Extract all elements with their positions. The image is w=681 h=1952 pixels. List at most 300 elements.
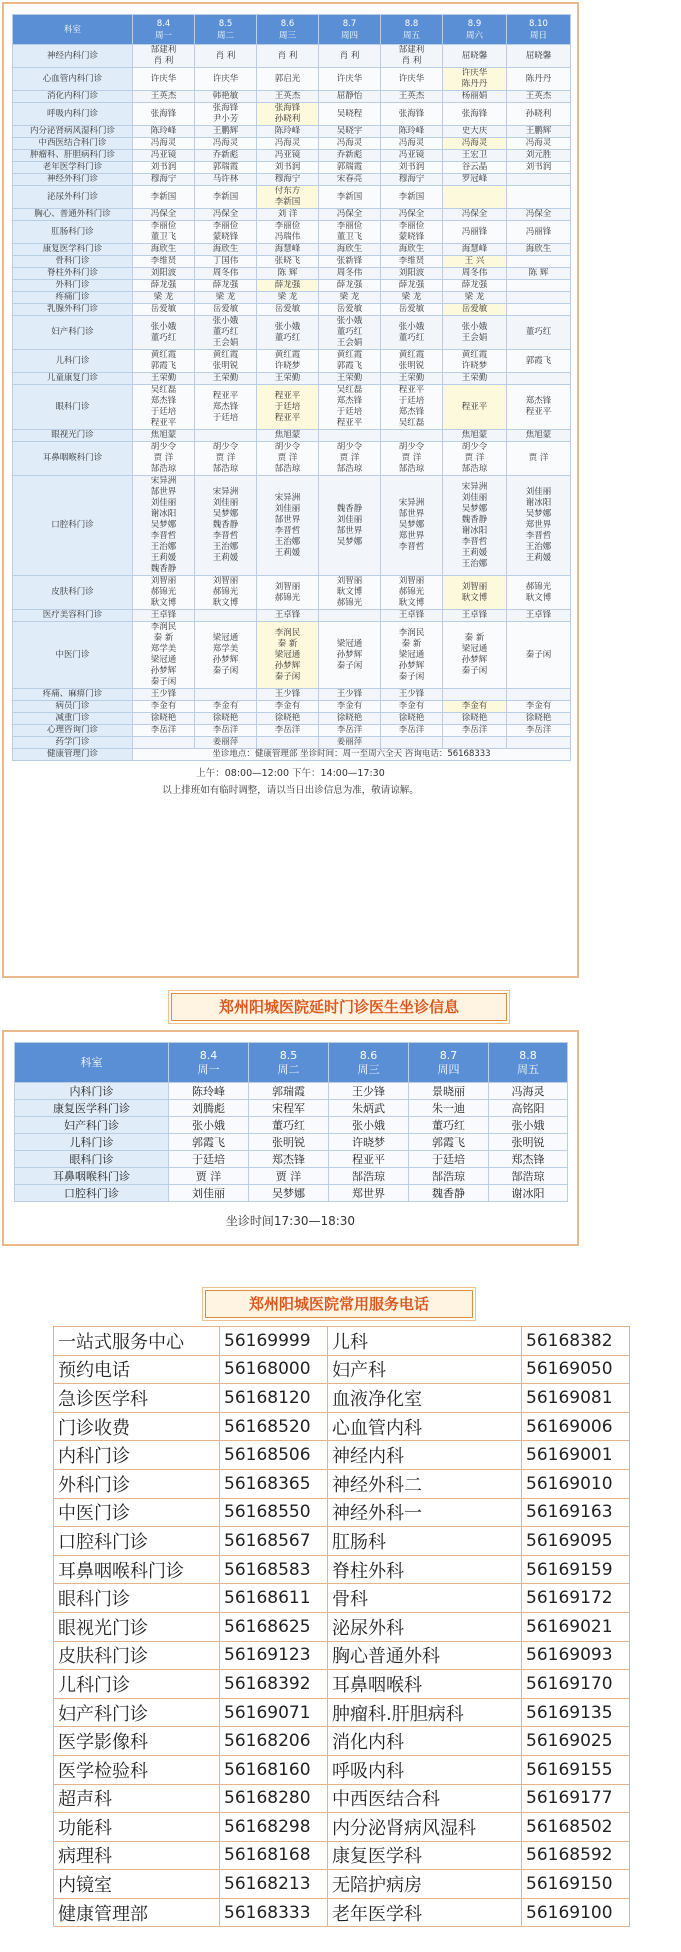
- doctor-name: 于廷培: [398, 396, 425, 406]
- doctor-name: 冯海灵: [150, 138, 177, 148]
- schedule-row: [13, 209, 571, 221]
- evening-row: [15, 1168, 568, 1185]
- doctor-cell: [381, 45, 443, 68]
- doctor-name: 李新国: [212, 191, 239, 202]
- doctor-name: 张明锐: [398, 361, 425, 371]
- day-weekday: 周三: [357, 1062, 380, 1076]
- doctor-name: 贾 洋: [339, 453, 360, 463]
- doctor-name: 陈玲峰: [274, 126, 301, 136]
- doctor-name: 李晋哲: [212, 531, 239, 541]
- doctor-name: 郜浩琼: [398, 464, 425, 474]
- doctor-cell: [133, 162, 195, 174]
- doctor-cell: [257, 476, 319, 576]
- doctor-cell: 程亚平: [329, 1151, 409, 1168]
- doctor-cell: [319, 244, 381, 256]
- dept-name: 眼视光门诊: [13, 430, 133, 442]
- doctor-cell: [319, 725, 381, 737]
- doctor-name: 郝锦光: [274, 592, 301, 603]
- doctor-cell: [257, 701, 319, 713]
- phone-number: 56168168: [220, 1841, 328, 1870]
- doctor-name: 尹小芳: [212, 114, 239, 124]
- doctor-cell: 陈玲峰: [169, 1083, 249, 1100]
- doctor-cell: [195, 162, 257, 174]
- doctor-name: 董巧红: [150, 332, 177, 343]
- doctor-name: 杨丽娟: [461, 91, 488, 101]
- doctor-cell: [319, 442, 381, 476]
- doctor-cell: [381, 162, 443, 174]
- dept-name: 妇产科门诊: [13, 316, 133, 350]
- doctor-cell: [257, 138, 319, 150]
- doctor-name: 海欣生: [336, 244, 363, 254]
- dept-name: 儿科门诊: [13, 350, 133, 373]
- doctor-cell: [443, 476, 507, 576]
- doctor-name: 宋异洲: [212, 487, 239, 497]
- doctor-cell: [507, 186, 571, 209]
- doctor-cell: [133, 350, 195, 373]
- doctor-name: 郜浩琼: [461, 464, 488, 474]
- doctor-cell: [257, 91, 319, 103]
- doctor-name: 李岳洋: [398, 725, 425, 735]
- doctor-name: 郑杰锋: [336, 396, 363, 406]
- doctor-name: 屈晓馨: [525, 50, 552, 61]
- schedule-row: [13, 725, 571, 737]
- doctor-name: 焦旭蒙: [525, 430, 552, 440]
- doctor-cell: 郑世界: [329, 1185, 409, 1202]
- phone-row: [54, 1498, 630, 1527]
- service-name: 预约电话: [54, 1355, 220, 1384]
- phone-row: [54, 1441, 630, 1470]
- doctor-name: 张小娥: [336, 316, 363, 326]
- doctor-name: 冯海灵: [461, 138, 488, 148]
- service-name: 急诊医学科: [54, 1384, 220, 1413]
- doctor-name: 李晋哲: [150, 531, 177, 541]
- doctor-name: 刘智丽: [274, 581, 301, 592]
- doctor-name: 李新国: [336, 191, 363, 202]
- doctor-name: 于廷培: [336, 407, 363, 417]
- doctor-cell: [507, 280, 571, 292]
- doctor-name: 刘阳波: [398, 268, 425, 278]
- schedule-row: [13, 268, 571, 280]
- phone-number: 56168625: [220, 1612, 328, 1641]
- doctor-name: 宋异洲: [398, 498, 425, 508]
- doctor-name: 秦 新: [464, 633, 485, 643]
- doctor-name: 岳爱敏: [150, 304, 177, 314]
- column-header-day: [249, 1043, 329, 1083]
- doctor-name: 肖 利: [215, 50, 236, 61]
- doctor-cell: [257, 725, 319, 737]
- phone-number: 56169021: [522, 1612, 630, 1641]
- doctor-cell: [443, 280, 507, 292]
- phone-row: [54, 1327, 630, 1356]
- doctor-name: 冯保全: [336, 209, 363, 219]
- evening-row: [15, 1117, 568, 1134]
- doctor-cell: [257, 186, 319, 209]
- doctor-cell: 冯海灵: [489, 1083, 568, 1100]
- phone-number: 56169150: [522, 1870, 630, 1899]
- doctor-name: 程亚平: [274, 412, 301, 423]
- doctor-cell: [443, 186, 507, 209]
- doctor-cell: [195, 316, 257, 350]
- doctor-cell: [507, 622, 571, 689]
- doctor-cell: 郜浩琼: [409, 1168, 489, 1185]
- phone-number: 56168333: [220, 1898, 328, 1927]
- doctor-name: 王治娜: [274, 536, 301, 547]
- service-name: 泌尿外科: [328, 1612, 522, 1641]
- phone-row: [54, 1355, 630, 1384]
- evening-row: [15, 1100, 568, 1117]
- doctor-name: 王荣勤: [212, 373, 239, 383]
- doctor-name: 冯保全: [461, 209, 488, 219]
- doctor-name: 薛龙强: [336, 280, 363, 290]
- doctor-name: 贾 洋: [277, 453, 298, 463]
- doctor-cell: [195, 268, 257, 280]
- dept-name: 胸心、普通外科门诊: [13, 209, 133, 221]
- doctor-cell: [443, 174, 507, 186]
- doctor-name: 李维贤: [398, 256, 425, 266]
- doctor-cell: [257, 442, 319, 476]
- weekly-schedule-table: [12, 14, 571, 761]
- schedule-row: [13, 162, 571, 174]
- doctor-name: 李维贤: [150, 256, 177, 266]
- doctor-cell: [195, 150, 257, 162]
- schedule-row: [13, 126, 571, 138]
- doctor-name: 郜建利: [150, 45, 177, 55]
- doctor-cell: 贾 洋: [249, 1168, 329, 1185]
- doctor-name: 郝锦光: [212, 587, 239, 597]
- health-mgmt-info: 坐诊地点：健康管理部 坐诊时间：周一至周六全天 咨询电话：56168333: [133, 749, 571, 761]
- doctor-cell: 董巧红: [249, 1117, 329, 1134]
- doctor-cell: [257, 350, 319, 373]
- phone-number: 56169163: [522, 1498, 630, 1527]
- doctor-cell: [133, 292, 195, 304]
- doctor-cell: 郭瑞霞: [249, 1083, 329, 1100]
- doctor-cell: 高铭阳: [489, 1100, 568, 1117]
- doctor-cell: [507, 244, 571, 256]
- doctor-name: 李金有: [150, 701, 177, 711]
- clinic-hours-note: 上午：08:00—12:00 下午：14:00—17:30: [196, 768, 385, 779]
- doctor-name: 郜世界: [336, 525, 363, 536]
- doctor-cell: [443, 373, 507, 385]
- dept-name: 心血管内科门诊: [13, 68, 133, 91]
- phone-number: 56169001: [522, 1441, 630, 1470]
- doctor-name: 陈 辉: [277, 268, 298, 278]
- doctor-name: 肖 利: [277, 50, 298, 61]
- dept-name: 眼科门诊: [15, 1151, 169, 1168]
- schedule-row: [13, 430, 571, 442]
- doctor-name: 黄红霞: [461, 350, 488, 360]
- doctor-name: 徐晓艳: [398, 713, 425, 723]
- day-weekday: 周四: [437, 1062, 460, 1076]
- doctor-name: 张海锋: [274, 103, 301, 113]
- doctor-name: 张晓飞: [274, 256, 301, 266]
- doctor-name: 王莉媛: [274, 547, 301, 558]
- doctor-cell: [319, 737, 381, 749]
- doctor-cell: [257, 385, 319, 430]
- phone-row: [54, 1870, 630, 1899]
- doctor-cell: [443, 385, 507, 430]
- doctor-cell: [195, 256, 257, 268]
- doctor-cell: [443, 91, 507, 103]
- doctor-cell: [133, 737, 195, 749]
- doctor-name: 董巧红: [398, 332, 425, 343]
- doctor-name: 魏香静: [150, 564, 177, 574]
- phone-number: 56168206: [220, 1727, 328, 1756]
- phone-number: 56169170: [522, 1670, 630, 1699]
- doctor-name: 刘书润: [525, 162, 552, 172]
- doctor-name: 陈丹丹: [461, 79, 488, 89]
- doctor-cell: [319, 701, 381, 713]
- doctor-cell: [257, 610, 319, 622]
- doctor-cell: [195, 292, 257, 304]
- doctor-cell: [319, 292, 381, 304]
- doctor-name: 徐晓艳: [274, 713, 301, 723]
- doctor-name: 董卫飞: [336, 232, 363, 242]
- doctor-name: 王卓锋: [274, 610, 301, 620]
- phone-number: 56169093: [522, 1641, 630, 1670]
- doctor-cell: 郜浩琼: [329, 1168, 409, 1185]
- phone-row: [54, 1469, 630, 1498]
- dept-name: 口腔科门诊: [13, 476, 133, 576]
- doctor-cell: [257, 150, 319, 162]
- doctor-name: 刘佳丽: [525, 487, 552, 497]
- doctor-cell: [507, 713, 571, 725]
- doctor-name: 徐晓艳: [212, 713, 239, 723]
- doctor-name: 王莉媛: [212, 553, 239, 563]
- doctor-name: 郝锦光: [336, 598, 363, 608]
- doctor-cell: [257, 256, 319, 268]
- doctor-cell: [195, 373, 257, 385]
- dept-name: 肛肠科门诊: [13, 221, 133, 244]
- doctor-name: 薛龙强: [212, 280, 239, 290]
- doctor-name: 谢冰阳: [150, 509, 177, 519]
- doctor-name: 冯海灵: [212, 138, 239, 148]
- doctor-name: 王会娟: [212, 338, 239, 348]
- doctor-cell: [319, 174, 381, 186]
- phone-number: 56169006: [522, 1412, 630, 1441]
- doctor-cell: [507, 103, 571, 126]
- doctor-cell: [507, 316, 571, 350]
- doctor-cell: [195, 622, 257, 689]
- doctor-cell: [319, 385, 381, 430]
- doctor-cell: [319, 304, 381, 316]
- doctor-name: 耿文博: [212, 598, 239, 608]
- doctor-name: 李金有: [336, 701, 363, 711]
- doctor-cell: [381, 476, 443, 576]
- schedule-row: [13, 280, 571, 292]
- doctor-name: 吴梦娜: [461, 503, 488, 514]
- phone-number: 56169050: [522, 1355, 630, 1384]
- doctor-name: 李润民: [150, 622, 177, 632]
- schedule-row: [13, 91, 571, 103]
- day-weekday: 周五: [517, 1062, 539, 1076]
- doctor-name: 刘书润: [150, 162, 177, 172]
- doctor-cell: 于廷培: [409, 1151, 489, 1168]
- doctor-name: 吴红磊: [398, 418, 425, 428]
- dept-name: 疼痛门诊: [13, 292, 133, 304]
- doctor-name: 海慧峰: [461, 244, 488, 254]
- doctor-name: 王治娜: [525, 542, 552, 552]
- doctor-cell: [507, 689, 571, 701]
- doctor-cell: [195, 221, 257, 244]
- column-header-day: [489, 1043, 568, 1083]
- doctor-name: 陈玲峰: [150, 126, 177, 136]
- column-header-day: [443, 15, 507, 45]
- doctor-name: 梁 龙: [464, 292, 485, 302]
- day-weekday: 周二: [216, 30, 234, 41]
- doctor-cell: [319, 103, 381, 126]
- doctor-cell: [381, 186, 443, 209]
- doctor-name: 孙梦辉: [150, 666, 177, 676]
- doctor-name: 薛龙强: [398, 280, 425, 290]
- doctor-name: 李晋哲: [274, 525, 301, 536]
- doctor-name: 王卓锋: [150, 610, 177, 620]
- doctor-name: 姜丽萍: [336, 737, 363, 747]
- doctor-cell: [133, 430, 195, 442]
- phone-number: 56168298: [220, 1813, 328, 1842]
- schedule-row: [13, 713, 571, 725]
- doctor-cell: 郜浩琼: [489, 1168, 568, 1185]
- evening-clinic-title: 郑州阳城医院延时门诊医生坐诊信息: [171, 993, 507, 1021]
- day-weekday: 周五: [402, 30, 420, 41]
- doctor-name: 谢冰阳: [461, 525, 488, 536]
- doctor-name: 陈玲峰: [398, 126, 425, 136]
- column-header-day: [257, 15, 319, 45]
- day-weekday: 周二: [277, 1062, 300, 1076]
- doctor-name: 刘书润: [398, 162, 425, 172]
- doctor-name: 岳爱敏: [461, 304, 488, 314]
- doctor-name: 李润民: [398, 627, 425, 638]
- doctor-cell: [195, 713, 257, 725]
- service-name: 血液净化室: [328, 1384, 522, 1413]
- doctor-cell: [443, 138, 507, 150]
- phone-row: [54, 1784, 630, 1813]
- doctor-name: 李新国: [150, 191, 177, 202]
- service-name: 内分泌肾病风湿科: [328, 1813, 522, 1842]
- doctor-name: 郭启光: [274, 73, 301, 84]
- schedule-row: [13, 256, 571, 268]
- doctor-cell: [195, 737, 257, 749]
- column-header-day: [507, 15, 571, 45]
- doctor-name: 张明锐: [212, 361, 239, 371]
- doctor-name: 刘智丽: [461, 581, 488, 592]
- doctor-name: 刘佳丽: [461, 492, 488, 503]
- doctor-name: 王治娜: [150, 542, 177, 552]
- doctor-name: 蒙晓锋: [212, 232, 239, 242]
- doctor-name: 秦 新: [277, 638, 298, 649]
- day-date: 8.4: [156, 18, 171, 29]
- doctor-cell: [133, 244, 195, 256]
- doctor-cell: [257, 126, 319, 138]
- service-name: 心血管内科: [328, 1412, 522, 1441]
- doctor-cell: [133, 701, 195, 713]
- doctor-cell: [133, 68, 195, 91]
- doctor-cell: [257, 221, 319, 244]
- doctor-cell: [381, 268, 443, 280]
- doctor-cell: [257, 103, 319, 126]
- day-date: 8.6: [280, 18, 295, 29]
- doctor-name: 姜丽萍: [212, 737, 239, 747]
- doctor-cell: 许晓梦: [329, 1134, 409, 1151]
- service-phone-table: [53, 1326, 630, 1927]
- doctor-name: 周冬伟: [461, 268, 488, 278]
- doctor-name: 胡少令: [150, 442, 177, 452]
- dept-name: 泌尿外科门诊: [13, 186, 133, 209]
- doctor-name: 梁冠通: [274, 649, 301, 660]
- evening-clinic-panel: [2, 1030, 579, 1246]
- dept-name: 妇产科门诊: [15, 1117, 169, 1134]
- doctor-cell: [319, 221, 381, 244]
- service-name: 中医门诊: [54, 1498, 220, 1527]
- doctor-name: 郜世界: [150, 487, 177, 497]
- doctor-name: 魏香静: [461, 514, 488, 525]
- doctor-name: 冯保全: [525, 209, 552, 219]
- doctor-cell: [381, 713, 443, 725]
- dept-name: 减重门诊: [13, 713, 133, 725]
- service-name: 眼视光门诊: [54, 1612, 220, 1641]
- doctor-name: 刘智丽: [212, 576, 239, 586]
- doctor-cell: [443, 350, 507, 373]
- doctor-name: 李晋哲: [461, 536, 488, 547]
- doctor-name: 穆海宁: [150, 174, 177, 184]
- doctor-cell: [133, 138, 195, 150]
- doctor-cell: [381, 126, 443, 138]
- doctor-name: 刘智丽: [150, 576, 177, 586]
- doctor-cell: [257, 209, 319, 221]
- doctor-cell: [195, 476, 257, 576]
- doctor-name: 吴红磊: [150, 385, 177, 395]
- doctor-name: 岳爱敏: [274, 304, 301, 314]
- doctor-name: 谢冰阳: [525, 498, 552, 508]
- doctor-cell: [195, 350, 257, 373]
- doctor-cell: [443, 126, 507, 138]
- doctor-name: 梁 龙: [153, 292, 174, 302]
- dept-name: 中西医结合科门诊: [13, 138, 133, 150]
- doctor-name: 秦子闲: [212, 666, 239, 676]
- doctor-cell: 郭霞飞: [409, 1134, 489, 1151]
- doctor-cell: [507, 174, 571, 186]
- doctor-name: 王英杰: [525, 91, 552, 101]
- doctor-name: 冯海灵: [336, 138, 363, 148]
- doctor-name: 焦旭蒙: [150, 430, 177, 440]
- doctor-cell: [319, 126, 381, 138]
- phone-number: 56169081: [522, 1384, 630, 1413]
- doctor-name: 王荣勤: [461, 373, 488, 383]
- doctor-name: 郑杰锋: [212, 401, 239, 412]
- dept-name: 病员门诊: [13, 701, 133, 713]
- doctor-cell: 张小娥: [329, 1117, 409, 1134]
- service-name: 呼吸内科: [328, 1755, 522, 1784]
- doctor-cell: [443, 221, 507, 244]
- doctor-cell: [507, 45, 571, 68]
- doctor-name: 张小娥: [461, 321, 488, 332]
- dept-name: 脊柱外科门诊: [13, 268, 133, 280]
- evening-row: [15, 1134, 568, 1151]
- phone-row: [54, 1584, 630, 1613]
- doctor-cell: [133, 476, 195, 576]
- doctor-cell: [381, 221, 443, 244]
- service-name: 口腔科门诊: [54, 1527, 220, 1556]
- phone-row: [54, 1698, 630, 1727]
- doctor-name: 王卓锋: [461, 610, 488, 620]
- doctor-cell: [257, 737, 319, 749]
- doctor-name: 耿文博: [336, 587, 363, 597]
- phone-number: 56168382: [522, 1327, 630, 1356]
- doctor-cell: [195, 103, 257, 126]
- doctor-cell: 郭霞飞: [169, 1134, 249, 1151]
- schedule-disclaimer: 以上排班如有临时调整，请以当日出诊信息为准，敬请谅解。: [162, 785, 419, 796]
- doctor-name: 王莉媛: [525, 553, 552, 563]
- service-name: 耳鼻咽喉科: [328, 1670, 522, 1699]
